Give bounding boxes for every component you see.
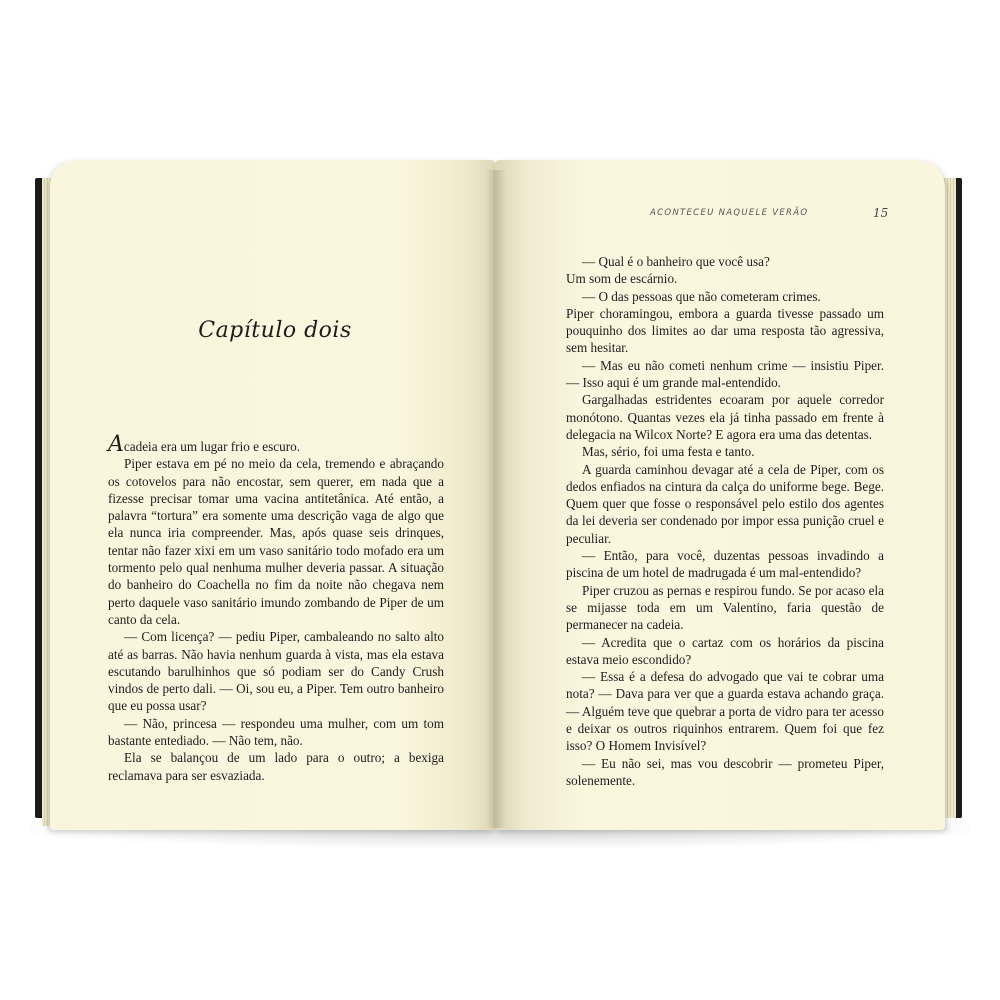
paragraph: Mas, sério, foi uma festa e tanto. <box>582 444 755 460</box>
paragraph: Gargalhadas estridentes ecoaram por aquele corredor monótono. Quantas vezes ela já tinha passado em frente à delegacia na Wilcox Norte? E agora era uma das detentas. <box>566 392 884 442</box>
chapter-title: Capítulo dois <box>198 318 352 343</box>
paragraph: — Mas eu não cometi nenhum crime — insistiu Piper. — Isso aqui é um grande mal-entendido. <box>566 357 884 391</box>
paragraph: — Então, para você, duzentas pessoas invadindo a piscina de um hotel de madrugada é um mal-entendido? <box>566 548 884 581</box>
right-page-text <box>566 253 884 789</box>
running-head: ACONTECEU NAQUELE VERÃO <box>650 208 809 218</box>
paragraph: — Com licença? — pediu Piper, cambaleando no salto alto até as barras. Não havia nenhum guarda à vista, mas ela estava escutando barulhinhos que só podiam ser do Candy Crush vindos de perto dali. — Oi, sou eu, a Piper. Tem outro banheiro que eu possa usar? <box>108 629 444 714</box>
paragraph: Piper estava em pé no meio da cela, tremendo e abraçando os cotovelos para não encostar, sem querer, em nada que a fizesse precisar tomar uma vacina antitetânica. Até então, a palavra “tortura” era somente uma descrição vaga de algo que ela nunca iria compreender. Mas, após quase seis drinques, tentar não fazer xixi em um vaso sanitário todo mofado era um tormento pelo qual nenhuma mulher deveria passar. A situação do banheiro do Coachella no fim da noite não chegava nem perto daquele vaso sanitário imundo zombando de Piper de um canto da cela. <box>108 456 444 627</box>
book-gutter <box>486 170 506 828</box>
paragraph: — Acredita que o cartaz com os horários da piscina estava meio escondido? <box>566 634 884 667</box>
drop-cap: A <box>108 432 124 457</box>
paragraph: Piper cruzou as pernas e respirou fundo. Se por acaso ela se mijasse toda em um Valentino, faria questão de permanecer na cadeia. <box>566 582 884 633</box>
paragraph: — Não, princesa — respondeu uma mulher, com um tom bastante entediado. — Não tem, não. <box>108 715 444 749</box>
paragraph: — O das pessoas que não cometeram crimes. <box>582 288 821 304</box>
paragraph: — Eu não sei, mas vou descobrir — prometeu Piper, solenemente. <box>566 755 884 788</box>
left-page-text <box>108 432 444 784</box>
paragraph: A guarda caminhou devagar até a cela de Piper, com os dedos enfiados na cintura da calça do uniforme bege. Bege. Quem quer que fosse o responsável pelo estilo dos agentes da lei deveria ser condenado por impor essa punição cruel e peculiar. <box>566 461 884 546</box>
paragraph: Acadeia era um lugar frio e escuro. <box>108 432 300 457</box>
page-number: 15 <box>873 206 889 220</box>
paragraph: — Qual é o banheiro que você usa? <box>582 254 770 269</box>
paragraph: Ela se balançou de um lado para o outro; a bexiga reclamava para ser esvaziada. <box>108 750 444 783</box>
paragraph: Piper choramingou, embora a guarda tivesse passado um pouquinho dos limites ao dar uma resposta tão agressiva, sem hesitar. <box>566 305 884 356</box>
paragraph: Um som de escárnio. <box>566 271 678 287</box>
paragraph: — Essa é a defesa do advogado que vai te cobrar uma nota? — Dava para ver que a guarda estava achando graça. — Alguém teve que quebrar a porta de vidro para ter acesso e deixar os outros riquinhos entrarem. Quem foi que fez isso? O Homem Invisível? <box>566 669 884 754</box>
